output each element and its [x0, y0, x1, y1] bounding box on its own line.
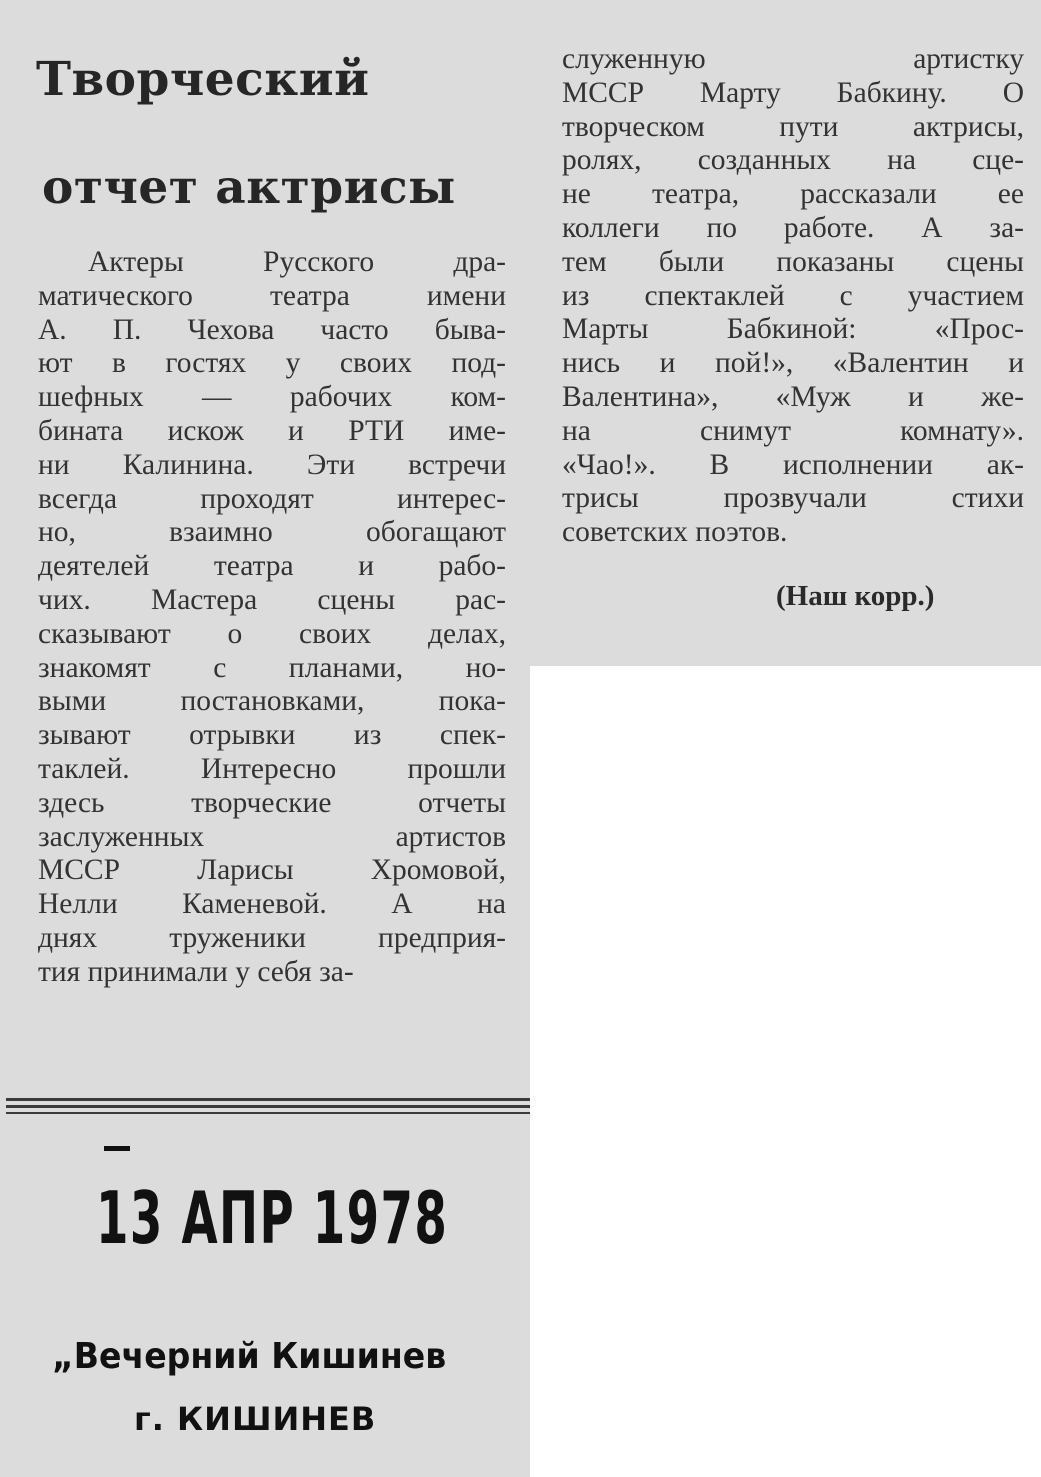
text-line: здесь творческие отчеты — [38, 786, 506, 819]
text-line: советских поэтов. — [562, 516, 788, 549]
headline-line-2: отчет актрисы — [42, 160, 456, 215]
text-line: ролях, созданных на сце- — [562, 144, 1024, 177]
separator-rule — [6, 1105, 530, 1108]
text-line: служенную артистку — [562, 43, 1024, 75]
text-line: «Чао!». В исполнении ак- — [562, 448, 1024, 481]
separator-rule — [6, 1112, 530, 1114]
separator-rule — [6, 1098, 530, 1101]
text-line: трисы прозвучали стихи — [562, 482, 1024, 515]
text-line: днях труженики предприя- — [38, 921, 506, 954]
text-line: всегда проходят интерес- — [38, 482, 506, 515]
headline-line-1: Творческий — [36, 52, 370, 107]
byline: (Наш корр.) — [776, 580, 935, 612]
text-line: творческом пути актрисы, — [562, 110, 1024, 143]
text-line: тем были показаны сцены — [562, 245, 1024, 278]
text-line: выми постановками, пока- — [38, 685, 506, 718]
text-line: А. П. Чехова часто быва- — [38, 313, 506, 346]
text-line: МССР Марту Бабкину. О — [562, 76, 1024, 109]
stamp-date: 13 АПР 1978 — [96, 1176, 449, 1260]
text-line: ют в гостях у своих под- — [38, 347, 506, 380]
text-line: матического театра имени — [38, 279, 506, 312]
text-line: таклей. Интересно прошли — [38, 752, 506, 785]
text-line: из спектаклей с участием — [562, 279, 1024, 312]
text-line: нись и пой!», «Валентин и — [562, 347, 1024, 380]
article-column-left — [38, 246, 506, 990]
text-line: чих. Мастера сцены рас- — [38, 583, 506, 616]
text-line: знакомят с планами, но- — [38, 651, 506, 684]
text-line: коллеги по работе. А за- — [562, 211, 1024, 244]
text-line: Актеры Русского дра- — [88, 246, 506, 278]
stamp-city: г. КИШИНЕВ — [134, 1400, 377, 1438]
text-line: деятелей театра и рабо- — [38, 550, 506, 583]
text-line: на снимут комнату». — [562, 414, 1024, 447]
text-line: но, взаимно обогащают — [38, 516, 506, 549]
text-line: бината искож и РТИ име- — [38, 414, 506, 447]
text-line: Нелли Каменевой. А на — [38, 888, 506, 921]
stamp-mark — [104, 1146, 130, 1151]
text-line: не театра, рассказали ее — [562, 178, 1024, 211]
text-line: шефных — рабочих ком- — [38, 381, 506, 414]
text-line: ни Калинина. Эти встречи — [38, 448, 506, 481]
text-line: Валентина», «Муж и же- — [562, 380, 1024, 413]
text-line: заслуженных артистов — [38, 820, 506, 853]
stamp-newspaper: „Вечерний Кишинев — [52, 1336, 447, 1377]
text-line: тия принимали у себя за- — [38, 955, 354, 988]
article-column-right — [562, 43, 1024, 550]
text-line: сказывают о своих делах, — [38, 617, 506, 650]
text-line: МССР Ларисы Хромовой, — [38, 854, 506, 887]
text-line: зывают отрывки из спек- — [38, 719, 506, 752]
text-line: Марты Бабкиной: «Прос- — [562, 313, 1024, 346]
